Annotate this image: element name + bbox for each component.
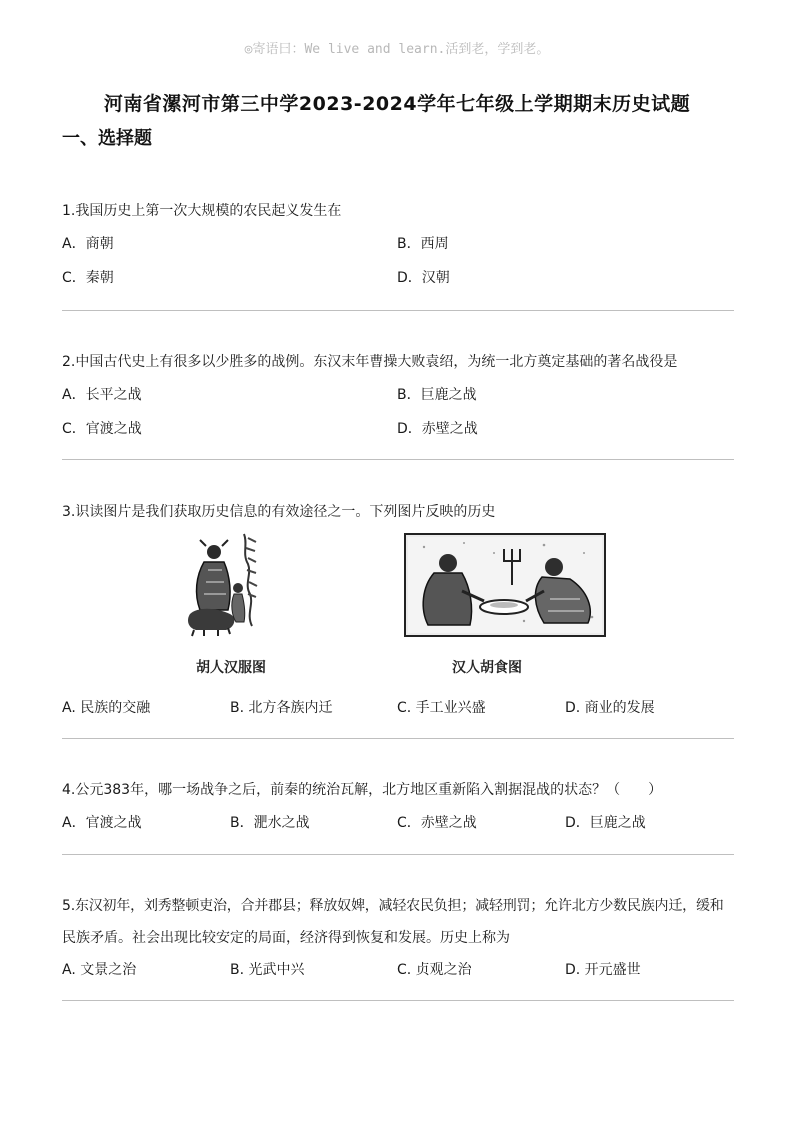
hu-people-han-clothing-illustration [182,530,268,638]
question-4-option-b[interactable]: B．淝水之战 [230,815,310,831]
question-4-text: 4.公元383年，哪一场战争之后，前秦的统治瓦解，北方地区重新陷入割据混战的状态？（ ） [62,782,663,798]
question-3-option-a[interactable]: A. 民族的交融 [62,700,151,716]
divider [62,738,734,739]
question-1-option-c[interactable]: C．秦朝 [62,270,114,286]
question-5-text-line-1: 5.东汉初年，刘秀整顿吏治，合并郡县；释放奴婢，减轻农民负担；减轻刑罚；允许北方少数民族内迁，缓和 [62,898,724,914]
watermark: ◎寄语曰：We live and learn.活到老，学到老。 [244,42,550,57]
question-4-option-c[interactable]: C．赤壁之战 [397,815,477,831]
divider [62,459,734,460]
picture-1-caption: 胡人汉服图 [196,660,266,676]
question-2-option-d[interactable]: D．赤壁之战 [397,421,478,437]
question-3-text: 3.识读图片是我们获取历史信息的有效途径之一。下列图片反映的历史 [62,504,496,520]
question-3-option-d[interactable]: D. 商业的发展 [565,700,655,716]
question-3-option-c[interactable]: C. 手工业兴盛 [397,700,486,716]
question-5-option-d[interactable]: D. 开元盛世 [565,962,641,978]
section-heading: 一、选择题 [62,128,152,149]
question-5-option-c[interactable]: C. 贞观之治 [397,962,472,978]
question-1-option-d[interactable]: D．汉朝 [397,270,450,286]
question-4-option-d[interactable]: D．巨鹿之战 [565,815,646,831]
picture-2-caption: 汉人胡食图 [452,660,522,676]
question-2-option-c[interactable]: C．官渡之战 [62,421,142,437]
question-3-option-b[interactable]: B. 北方各族内迁 [230,700,333,716]
question-5-text-line-2: 民族矛盾。社会出现比较安定的局面，经济得到恢复和发展。历史上称为 [62,930,510,946]
question-2-option-a[interactable]: A．长平之战 [62,387,142,403]
han-people-hu-food-illustration [404,533,606,637]
question-5-option-a[interactable]: A. 文景之治 [62,962,137,978]
question-4-option-a[interactable]: A．官渡之战 [62,815,142,831]
divider [62,854,734,855]
divider [62,1000,734,1001]
question-1-option-b[interactable]: B．西周 [397,236,449,252]
divider [62,310,734,311]
question-2-option-b[interactable]: B．巨鹿之战 [397,387,477,403]
question-5-option-b[interactable]: B. 光武中兴 [230,962,305,978]
question-1-option-a[interactable]: A．商朝 [62,236,114,252]
page-title: 河南省漯河市第三中学2023-2024学年七年级上学期期末历史试题 [103,93,691,115]
question-2-text: 2.中国古代史上有很多以少胜多的战例。东汉末年曹操大败袁绍，为统一北方奠定基础的著名战役是 [62,354,678,370]
question-1-text: 1.我国历史上第一次大规模的农民起义发生在 [62,203,342,219]
